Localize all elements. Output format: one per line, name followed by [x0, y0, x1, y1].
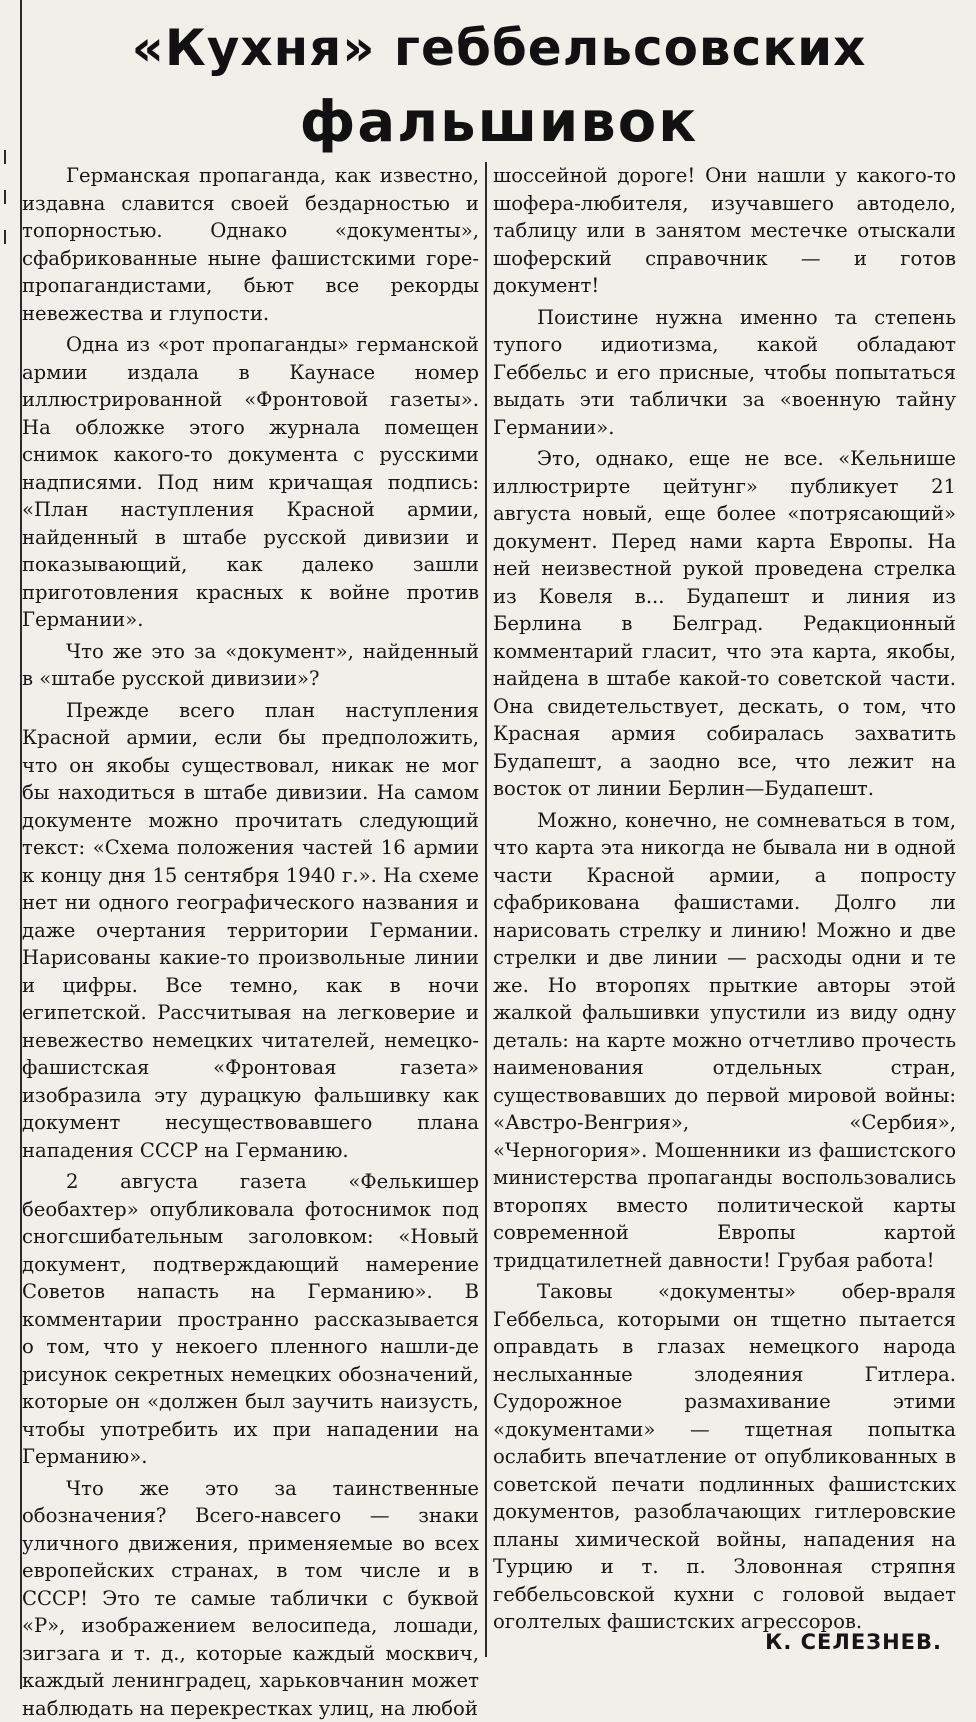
headline-line-2: фальшивок [22, 86, 976, 160]
paragraph: шоссейной дороге! Они нашли у какого-то шофера-любителя, изучавшего автодело, таблицу или в занятом местечке отыскали шоферский справочник — и готов документ! [493, 162, 956, 300]
article-column-left [22, 162, 479, 1662]
paragraph: Поистине нужна именно та степень тупого идиотизма, какой обладают Геббельс и его присные, чтобы попытаться выдать эти таблички за «военную тайну Германии». [493, 304, 956, 442]
article-column-right [493, 162, 956, 1662]
paragraph: Это, однако, еще не все. «Кельнише иллюстрирте цейтунг» публикует 21 августа новый, еще более «потрясающий» документ. Перед нами карта Европы. На ней неизвестной рукой проведена стрелка из Ковеля в... Будапешт и линия из Берлина в Белград. Редакционный комментарий гласит, что эта карта, якобы, найдена в штабе какой-то советской части. Она свидетельствует, дескать, о том, что Красная армия собиралась захватить Будапешт, а заодно все, что лежит на восток от линии Берлин—Будапешт. [493, 445, 956, 803]
margin-mark [4, 190, 6, 204]
author-signature: К. СЕЛЕЗНЕВ. [765, 1630, 942, 1654]
headline-line-1: «Кухня» геббельсовских [22, 14, 976, 82]
paragraph: Одна из «рот пропаганды» германской армии издала в Каунасе номер иллюстрированной «Фронтовой газеты». На обложке этого журнала помещен снимок какого-то документа с русскими надписями. Под ним кричащая подпись: «План наступления Красной армии, найденный в штабе русской дивизии и показывающий, как далеко зашли приготовления красных к войне против Германии». [22, 331, 479, 634]
page-margin-rule [0, 0, 22, 1689]
paragraph: 2 августа газета «Фелькишер беобахтер» опубликовала фотоснимок под сногсшибательным заголовком: «Новый документ, подтверждающий намерение Советов напасть на Германию». В комментарии пространно рассказывается о том, что у некоего пленного нашли-де рисунок секретных немецких обозначений, которые он «должен был заучить наизусть, чтобы употребить их при нападении на Германию». [22, 1168, 479, 1471]
paragraph: Можно, конечно, не сомневаться в том, что карта эта никогда не бывала ни в одной части Красной армии, а попросту сфабрикована фашистами. Долго ли нарисовать стрелку и линию! Можно и две стрелки и две линии — расходы одни и те же. Но второпях прыткие авторы этой жалкой фальшивки упустили из виду одну деталь: на карте можно отчетливо прочесть наименования отдельных стран, существовавших до первой мировой войны: «Австро-Венгрия», «Сербия», «Черногория». Мошенники из фашистского министерства пропаганды воспользовались второпях вместо политической карты современной Европы картой тридцатилетней давности! Грубая работа! [493, 807, 956, 1275]
margin-mark [4, 150, 6, 164]
paragraph: Что же это за «документ», найденный в «штабе русской дивизии»? [22, 638, 479, 693]
paragraph: Таковы «документы» обер-враля Геббельса, которыми он тщетно пытается оправдать в глазах немецкого народа неслыханные злодеяния Гитлера. Судорожное размахивание этими «документами» — тщетная попытка ослабить впечатление от опубликованных в советской печати подлинных фашистских документов, разоблачающих гитлеровские планы химической войны, нападения на Турцию и т. п. Зловонная стряпня геббельсовской кухни с головой выдает оголтелых фашистских агрессоров. [493, 1278, 956, 1636]
paragraph: Что же это за таинственные обозначения? Всего-навсего — знаки уличного движения, применяемые во всех европейских странах, в том числе и в СССР! Это те самые таблички с буквой «Р», изображением велосипеда, лошади, зигзага и т. д., которые каждый москвич, каждый ленинградец, харьковчанин может наблюдать на перекрестках улиц, на любой [22, 1475, 479, 1722]
paragraph: Германская пропаганда, как известно, издавна славится своей бездарностью и топорностью. Однако «документы», сфабрикованные ныне фашистскими горе-пропагандистами, бьют все рекорды невежества и глупости. [22, 162, 479, 327]
margin-mark [4, 230, 6, 244]
paragraph: Прежде всего план наступления Красной армии, если бы предположить, что он якобы существовал, никак не мог бы находиться в штабе дивизии. На самом документе можно прочитать следующий текст: «Схема положения частей 16 армии к концу дня 15 сентября 1940 г.». На схеме нет ни одного географического названия и даже очертания территории Германии. Нарисованы какие-то произвольные линии и цифры. Все темно, как в ночи египетской. Рассчитывая на легковерие и невежество немецких читателей, немецко-фашистская «Фронтовая газета» изобразила эту дурацкую фальшивку как документ несуществовавшего плана нападения СССР на Германию. [22, 697, 479, 1165]
column-divider [485, 162, 487, 1657]
